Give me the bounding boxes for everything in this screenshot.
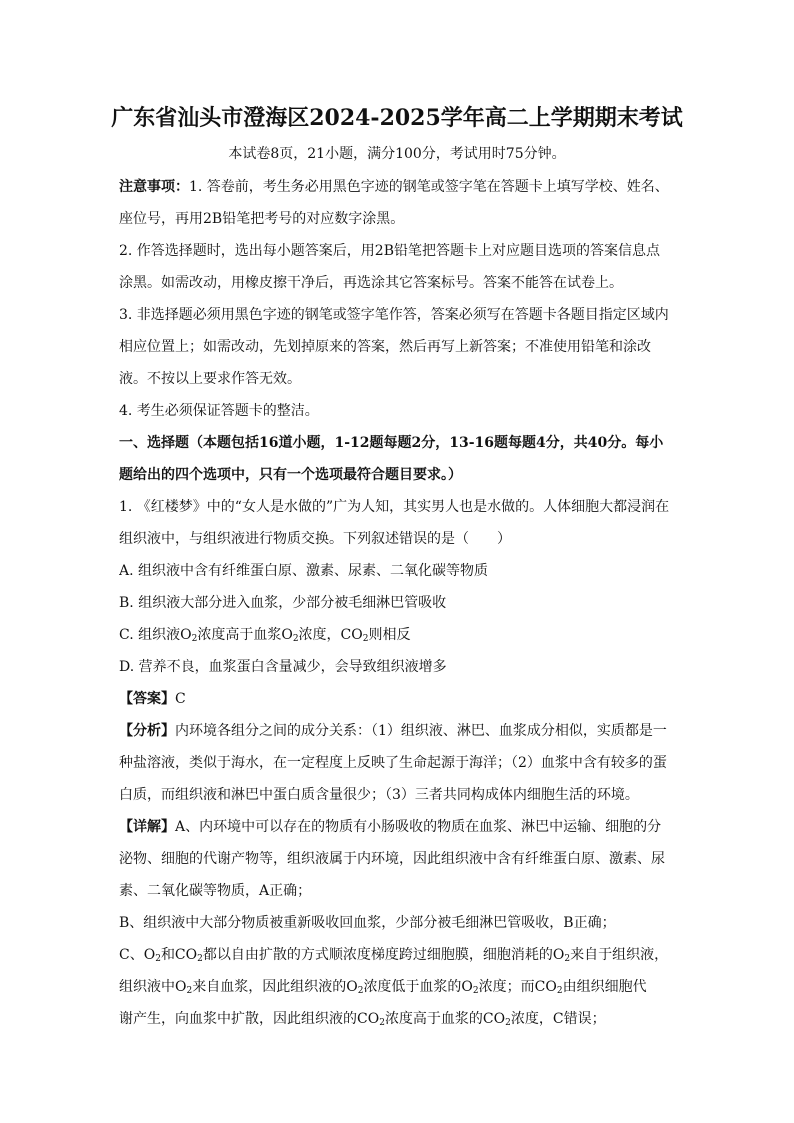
detail-line: 泌物、细胞的代谢产物等，组织液属于内环境，因此组织液中含有纤维蛋白原、激素、尿 xyxy=(119,851,665,867)
detail-line: 素、二氧化碳等物质，A正确； xyxy=(119,883,312,899)
notice-line: 4. 考生必须保证答题卡的整洁。 xyxy=(119,403,319,419)
analysis-line: 【分析】内环境各组分之间的成分关系：（1）组织液、淋巴、血浆成分相似，实质都是一 xyxy=(119,723,667,739)
section-heading: 题给出的四个选项中，只有一个选项最符合题目要求。） xyxy=(119,467,462,483)
notice-line: 2. 作答选择题时，选出每小题答案后，用2B铅笔把答题卡上对应题目选项的答案信息点 xyxy=(119,243,661,259)
page-title: 广东省汕头市澄海区2024-2025学年高二上学期期末考试 xyxy=(111,105,683,131)
answer-value: C xyxy=(175,691,186,707)
answer-line xyxy=(119,688,684,710)
analysis-line: 种盐溶液，类似于海水，在一定程度上反映了生命起源于海洋；（2）血浆中含有较多的蛋 xyxy=(119,755,667,771)
detail-line: 【详解】A、内环境中可以存在的物质有小肠吸收的物质在血浆、淋巴中运输、细胞的分 xyxy=(119,819,662,835)
option-d: D. 营养不良，血浆蛋白含量减少，会导致组织液增多 xyxy=(119,659,447,675)
detail-line: B、组织液中大部分物质被重新吸收回血浆，少部分被毛细淋巴管吸收，B正确； xyxy=(119,915,616,931)
option-a: A. 组织液中含有纤维蛋白原、激素、尿素、二氧化碳等物质 xyxy=(119,563,489,579)
analysis-line: 白质，而组织液和淋巴中蛋白质含量很少；（3）三者共同构成体内细胞生活的环境。 xyxy=(119,787,639,803)
notice-label: 注意事项： xyxy=(119,179,189,195)
notice-line: 涂黑。如需改动，用橡皮擦干净后，再选涂其它答案标号。答案不能答在试卷上。 xyxy=(119,275,623,291)
notice-line: 相应位置上；如需改动，先划掉原来的答案，然后再写上新答案；不准使用铅笔和涂改 xyxy=(119,339,651,355)
question-stem: 1. 《红楼梦》中的“女人是水做的”广为人知，其实男人也是水做的。人体细胞大都浸润在 xyxy=(119,499,670,515)
option-c: C. 组织液$O_2$浓度高于血浆$O_2$浓度，$CO_2$则相反 xyxy=(119,627,411,644)
analysis-label: 【分析】 xyxy=(119,723,175,739)
notice-line: 座位号，再用2B铅笔把考号的对应数字涂黑。 xyxy=(119,211,405,227)
exam-info: 本试卷8页，21小题，满分100分，考试用时75分钟。 xyxy=(228,146,566,162)
notice-line: 3. 非选择题必须用黑色字迹的钢笔或签字笔作答，答案必须写在答题卡各题目指定区域内 xyxy=(119,307,669,323)
option-b: B. 组织液大部分进入血浆，少部分被毛细淋巴管吸收 xyxy=(119,595,447,611)
notice-line: 液。不按以上要求作答无效。 xyxy=(119,371,301,387)
detail-line: 谢产生，向血浆中扩散，因此组织液的$CO_2$浓度高于血浆的$CO_2$浓度，C错误； xyxy=(119,1011,606,1028)
notice-line: 注意事项：1. 答卷前，考生务必用黑色字迹的钢笔或签字笔在答题卡上填写学校、姓名、 xyxy=(119,179,669,195)
answer-label: 【答案】 xyxy=(119,691,175,707)
detail-line: 组织液中$O_2$来自血浆，因此组织液的$O_2$浓度低于血浆的$O_2$浓度；而$CO_2$由组织细胞代 xyxy=(119,979,647,996)
section-heading: 一、选择题（本题包括16道小题，1-12题每题2分，13-16题每题4分，共40分。每小 xyxy=(119,435,664,451)
detail-label: 【详解】 xyxy=(119,819,175,835)
detail-line: C、$O_2$和$CO_2$都以自由扩散的方式顺浓度梯度跨过细胞膜，细胞消耗的$O_2$来自于组织液， xyxy=(119,947,669,964)
question-stem: 组织液中，与组织液进行物质交换。下列叙述错误的是（ ） xyxy=(119,531,511,547)
